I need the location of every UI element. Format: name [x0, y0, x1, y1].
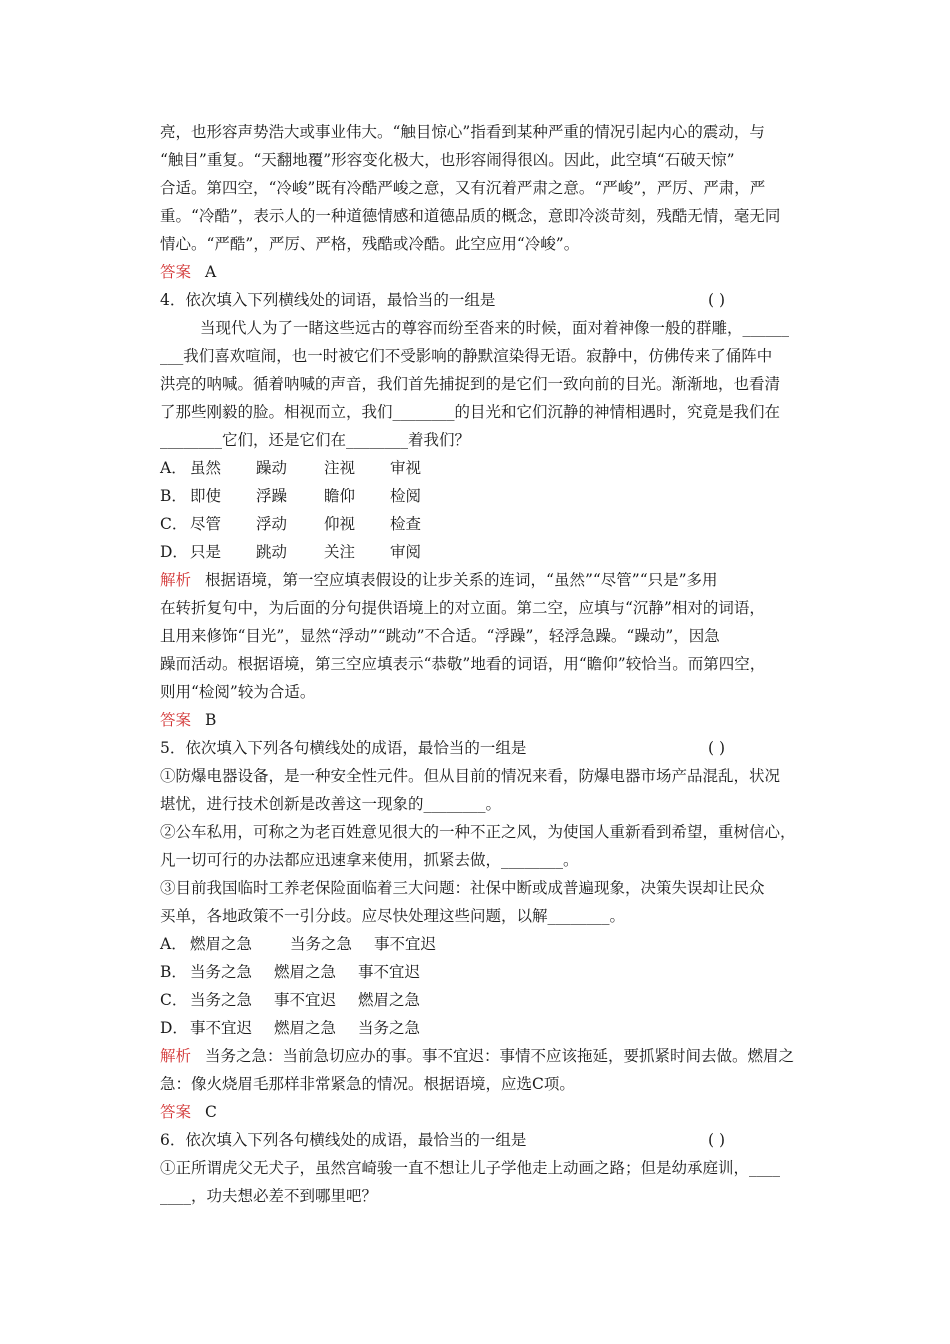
q4-stem: 4．依次填入下列横线处的词语，最恰当的一组是	[160, 291, 496, 309]
q4-passage-line: 当现代人为了一睹这些远古的尊容而纷至沓来的时候，面对着神像一般的群雕，______	[200, 319, 790, 337]
q5-option-d: D． 事不宜迟 燃眉之急 当务之急	[160, 1019, 421, 1037]
q5-analysis-line: 急：像火烧眉毛那样非常紧急的情况。根据语境，应选C项。	[160, 1075, 575, 1093]
q5-analysis-line: 解析 当务之急：当前急切应办的事。事不宜迟：事情不应该拖延，要抓紧时间去做。燃眉之	[160, 1047, 795, 1065]
q4-answer: 答案 B	[160, 711, 217, 729]
q4-passage-line: 洪亮的呐喊。循着呐喊的声音，我们首先捕捉到的是它们一致向前的目光。渐渐地，也看清	[160, 375, 781, 393]
q5-stem: 5．依次填入下列各句横线处的成语，最恰当的一组是	[160, 739, 527, 757]
q5-sentence-line: ①防爆电器设备，是一种安全性元件。但从目前的情况来看，防爆电器市场产品混乱，状况	[160, 767, 781, 785]
prev-analysis-line: 情心。“严酷”，严厉、严格，残酷或冷酷。此空应用“冷峻”。	[160, 235, 580, 253]
q4-analysis-line: 在转折复句中，为后面的分句提供语境上的对立面。第二空，应填与“沉静”相对的词语，	[160, 599, 765, 617]
q4-answer-paren: ( )	[708, 291, 726, 309]
q5-sentence-line: 堪忧，进行技术创新是改善这一现象的________。	[160, 795, 502, 813]
analysis-label: 解析	[160, 1047, 192, 1065]
q4-option-c: C． 尽管 浮动 仰视 检查	[160, 515, 422, 533]
q4-analysis-line: 解析 根据语境，第一空应填表假设的让步关系的连词，“虽然”“尽管”“只是”多用	[160, 571, 718, 589]
prev-analysis-line: 亮，也形容声势浩大或事业伟大。“触目惊心”指看到某种严重的情况引起内心的震动，与	[160, 123, 765, 141]
q5-option-c: C． 当务之急 事不宜迟 燃眉之急	[160, 991, 421, 1009]
q4-option-b: B． 即使 浮躁 瞻仰 检阅	[160, 487, 422, 505]
q5-sentence-line: ③目前我国临时工养老保险面临着三大问题：社保中断或成普遍现象，决策失误却让民众	[160, 879, 765, 897]
q5-answer-paren: ( )	[708, 739, 726, 757]
prev-answer: 答案 A	[160, 263, 217, 281]
q5-option-a: A． 燃眉之急 当务之急 事不宜迟	[160, 935, 437, 953]
q5-option-b: B． 当务之急 燃眉之急 事不宜迟	[160, 963, 421, 981]
q5-sentence-line: 买单，各地政策不一引分歧。应尽快处理这些问题，以解________。	[160, 907, 626, 925]
q5-answer: 答案 C	[160, 1103, 217, 1121]
q4-option-a: A． 虽然 躁动 注视 审视	[160, 459, 422, 477]
answer-label: 答案	[160, 711, 192, 729]
q4-passage-line: 了那些刚毅的脸。相视而立，我们________的目光和它们沉静的神情相遇时，究竟是我们在	[160, 403, 781, 421]
q5-sentence-line: ②公车私用，可称之为老百姓意见很大的一种不正之风，为使国人重新看到希望，重树信心，	[160, 823, 796, 841]
answer-label: 答案	[160, 263, 192, 281]
q4-analysis-line: 则用“检阅”较为合适。	[160, 683, 316, 701]
q6-answer-paren: ( )	[708, 1131, 726, 1149]
q6-sentence-line: ____，功夫想必差不到哪里吧？	[160, 1187, 378, 1205]
prev-analysis-line: 合适。第四空，“冷峻”既有冷酷严峻之意，又有沉着严肃之意。“严峻”，严厉、严肃，严	[160, 179, 766, 197]
q6-stem: 6．依次填入下列各句横线处的成语，最恰当的一组是	[160, 1131, 527, 1149]
q4-analysis-line: 且用来修饰“目光”，显然“浮动”“跳动”不合适。“浮躁”，轻浮急躁。“躁动”，因急	[160, 627, 720, 645]
q4-option-d: D． 只是 跳动 关注 审阅	[160, 543, 422, 561]
q4-analysis-line: 躁而活动。根据语境，第三空应填表示“恭敬”地看的词语，用“瞻仰”较恰当。而第四空，	[160, 655, 766, 673]
prev-analysis-line: “触目”重复。“天翻地覆”形容变化极大，也形容闹得很凶。因此，此空填“石破天惊”	[160, 151, 735, 169]
q4-passage-line: ________它们，还是它们在________着我们？	[160, 431, 471, 449]
analysis-label: 解析	[160, 571, 192, 589]
answer-label: 答案	[160, 1103, 192, 1121]
q5-sentence-line: 凡一切可行的办法都应迅速拿来使用，抓紧去做，________。	[160, 851, 579, 869]
prev-analysis-line: 重。“冷酷”，表示人的一种道德情感和道德品质的概念，意即冷淡苛刻，残酷无情，毫无同	[160, 207, 781, 225]
q4-passage-line: ___我们喜欢喧闹，也一时被它们不受影响的静默渲染得无语。寂静中，仿佛传来了俑阵中	[160, 347, 773, 365]
q6-sentence-line: ①正所谓虎父无犬子，虽然宫崎骏一直不想让儿子学他走上动画之路；但是幼承庭训，____	[160, 1159, 781, 1177]
